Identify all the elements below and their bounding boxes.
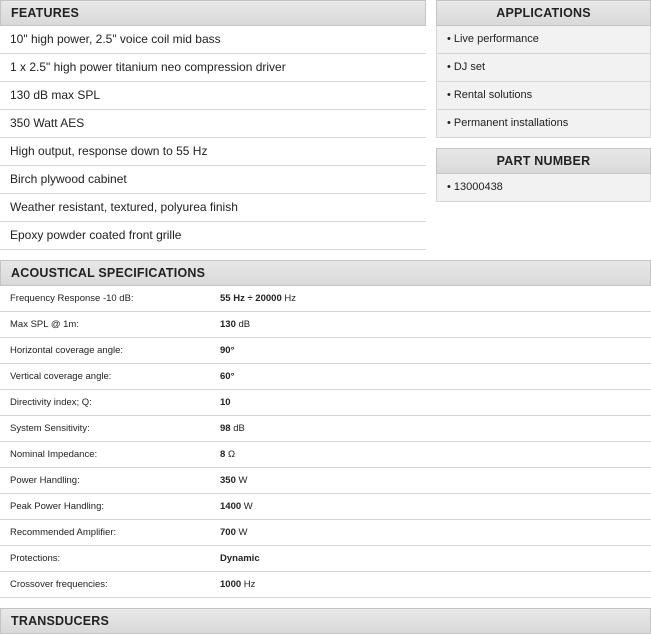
spec-value-number: Dynamic: [220, 553, 260, 564]
spec-label: Frequency Response -10 dB:: [10, 293, 134, 304]
spec-label: Crossover frequencies:: [10, 579, 108, 590]
spec-row: [0, 338, 651, 364]
spec-row: [0, 364, 651, 390]
bullet: •: [447, 117, 451, 129]
spec-value-unit: W: [243, 501, 253, 512]
application-item: [436, 54, 651, 82]
features-section: [0, 0, 426, 250]
spec-value-number: 60°: [220, 371, 235, 382]
bullet: •: [447, 61, 451, 73]
spec-label: Power Handling:: [10, 475, 80, 486]
spec-value-number: 130: [220, 319, 236, 330]
spec-label: System Sensitivity:: [10, 423, 90, 434]
application-item: [436, 110, 651, 138]
spec-row: [0, 286, 651, 312]
spec-value: [220, 494, 253, 519]
transducers-header: TRANSDUCERS: [0, 608, 651, 634]
application-label: DJ set: [453, 61, 486, 73]
spec-row: [0, 520, 651, 546]
bullet: •: [447, 89, 451, 101]
spec-value-number: 1000: [220, 579, 242, 590]
part-number-value: 13000438: [453, 181, 503, 193]
feature-item: Epoxy powder coated front grille: [0, 222, 426, 250]
application-label: Live performance: [453, 33, 539, 45]
spec-row: [0, 416, 651, 442]
spec-row: [0, 494, 651, 520]
spec-value: [220, 546, 260, 571]
application-item: [436, 26, 651, 54]
feature-item: High output, response down to 55 Hz: [0, 138, 426, 166]
spec-value-number: 1400: [220, 501, 242, 512]
feature-item: 350 Watt AES: [0, 110, 426, 138]
acoustical-header: ACOUSTICAL SPECIFICATIONS: [0, 260, 651, 286]
spec-value-number: 90°: [220, 345, 235, 356]
spec-label: Directivity index; Q:: [10, 397, 92, 408]
application-label: Rental solutions: [453, 89, 533, 101]
spec-label: Recommended Amplifier:: [10, 527, 117, 538]
feature-item: Birch plywood cabinet: [0, 166, 426, 194]
acoustical-specifications-section: [0, 260, 651, 598]
spec-value: [220, 468, 247, 493]
spec-value-unit: Hz: [284, 293, 296, 304]
part-number-header: PART NUMBER: [436, 148, 651, 174]
spec-value-unit: dB: [233, 423, 245, 434]
spec-row: [0, 390, 651, 416]
spec-value-unit: W: [238, 527, 248, 538]
spec-label: Horizontal coverage angle:: [10, 345, 124, 356]
feature-item: 10" high power, 2.5" voice coil mid bass: [0, 26, 426, 54]
spec-value: [220, 312, 250, 337]
feature-item: 130 dB max SPL: [0, 82, 426, 110]
features-header: FEATURES: [0, 0, 426, 26]
spec-value: [220, 416, 245, 441]
applications-section: [436, 0, 651, 138]
spec-value-number: 10: [220, 397, 231, 408]
spec-value: [220, 364, 234, 389]
applications-header: APPLICATIONS: [436, 0, 651, 26]
spec-row: [0, 546, 651, 572]
spec-value-unit: W: [238, 475, 248, 486]
spec-value-number: 8: [220, 449, 226, 460]
spec-label: Max SPL @ 1m:: [10, 319, 79, 330]
spec-value-unit: Ω: [227, 449, 236, 460]
transducers-section: [0, 608, 651, 634]
application-label: Permanent installations: [453, 117, 569, 129]
feature-item: Weather resistant, textured, polyurea finish: [0, 194, 426, 222]
spec-row: [0, 312, 651, 338]
spec-label: Protections:: [10, 553, 61, 564]
spec-value: [220, 442, 235, 467]
feature-item: 1 x 2.5" high power titanium neo compression driver: [0, 54, 426, 82]
spec-row: [0, 468, 651, 494]
spec-label: Vertical coverage angle:: [10, 371, 112, 382]
spec-label: Peak Power Handling:: [10, 501, 104, 512]
spec-value: [220, 338, 234, 363]
bullet: •: [447, 181, 451, 193]
spec-row: [0, 442, 651, 468]
spec-value-number: 700: [220, 527, 236, 538]
spec-value: [220, 572, 255, 597]
spec-value-number: 55 Hz ÷ 20000: [220, 293, 282, 304]
spec-value-number: 98: [220, 423, 231, 434]
spec-label: Nominal Impedance:: [10, 449, 98, 460]
part-number-item: [436, 174, 651, 202]
application-item: [436, 82, 651, 110]
spec-value-unit: Hz: [243, 579, 256, 590]
spec-value-number: 350: [220, 475, 236, 486]
spec-value: [220, 520, 247, 545]
spec-value: [220, 390, 231, 415]
spec-row: [0, 572, 651, 598]
spec-value-unit: dB: [238, 319, 251, 330]
spec-value: [220, 286, 296, 311]
part-number-section: [436, 148, 651, 202]
bullet: •: [447, 33, 451, 45]
